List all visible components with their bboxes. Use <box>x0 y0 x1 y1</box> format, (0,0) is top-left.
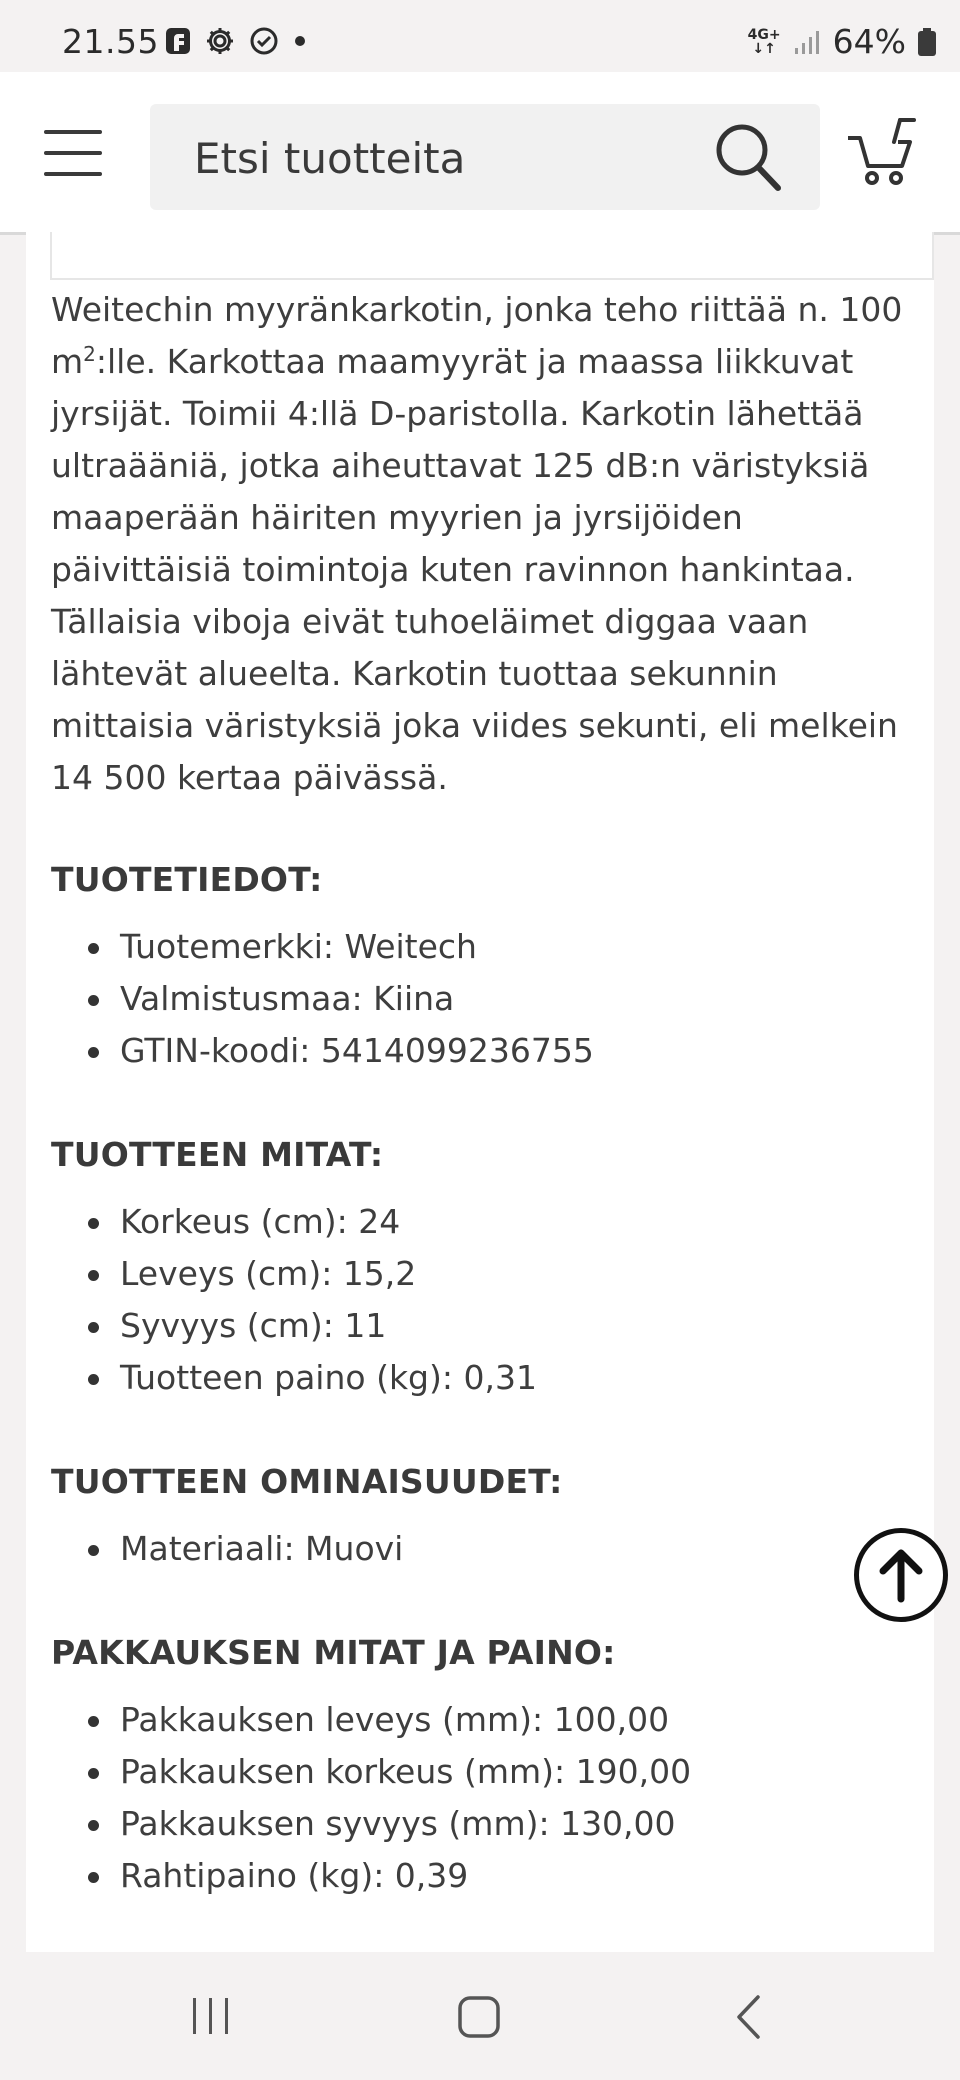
list-item: Valmistusmaa: Kiina <box>51 973 931 1025</box>
hamburger-menu-icon[interactable] <box>44 130 102 174</box>
dot-icon <box>293 34 307 48</box>
section-title-ominaisuudet: TUOTTEEN OMINAISUUDET: <box>51 1462 563 1501</box>
search-icon[interactable] <box>714 122 782 192</box>
spec-list-mitat <box>51 1196 931 1404</box>
section-title-mitat: TUOTTEEN MITAT: <box>51 1135 384 1174</box>
status-bar <box>0 0 960 72</box>
section-title-pakkaus: PAKKAUKSEN MITAT JA PAINO: <box>51 1633 616 1672</box>
search-bar[interactable] <box>150 104 820 210</box>
list-item: Materiaali: Muovi <box>51 1523 931 1575</box>
spec-list-ominaisuudet <box>51 1523 931 1575</box>
previous-section-border <box>50 232 934 280</box>
list-item: Pakkauksen korkeus (mm): 190,00 <box>51 1746 931 1798</box>
check-circle-icon <box>249 26 279 56</box>
list-item: Syvyys (cm): 11 <box>51 1300 931 1352</box>
list-item: Tuotemerkki: Weitech <box>51 921 931 973</box>
list-item: GTIN-koodi: 5414099236755 <box>51 1025 931 1077</box>
list-item: Tuotteen paino (kg): 0,31 <box>51 1352 931 1404</box>
site-header <box>0 72 960 235</box>
section-title-tuotetiedot: TUOTETIEDOT: <box>51 860 323 899</box>
battery-level: 64% <box>832 22 906 61</box>
product-description: Weitechin myyränkarkotin, jonka teho riittää n. 100 $m^2:lle$. Karkottaa maamyyrät ja maassa liikkuvat jyrsijät. Toimii 4:llä D-paristolla. Karkotin lähettää ultraääniä, jotka aiheuttavat 125 dB:n väristyksiä maaperään häiriten myyrien ja jyrsijöiden päivittäisiä toimintoja kuten ravinnon hankintaa. Tällaisia viboja eivät tuhoeläimet diggaa vaan lähtevät alueelta. Karkotin tuottaa sekunnin mittaisia väristyksiä joka viides sekunti, eli melkein 14 500 kertaa päivässä. <box>51 290 903 797</box>
list-item: Pakkauksen syvyys (mm): 130,00 <box>51 1798 931 1850</box>
status-right <box>748 22 936 61</box>
arrow-up-icon <box>859 1533 943 1617</box>
f-app-icon <box>165 27 191 55</box>
spec-list-pakkaus <box>51 1694 931 1902</box>
status-notification-icons <box>165 26 307 56</box>
battery-icon <box>918 28 936 56</box>
spec-list-tuotetiedot <box>51 921 931 1077</box>
product-content <box>51 284 931 1902</box>
system-navigation-bar <box>0 1952 960 2080</box>
home-icon[interactable] <box>458 1996 500 2038</box>
signal-icon <box>793 28 821 56</box>
search-input[interactable] <box>192 129 696 187</box>
list-item: Korkeus (cm): 24 <box>51 1196 931 1248</box>
list-item: Pakkauksen leveys (mm): 100,00 <box>51 1694 931 1746</box>
shopping-cart-icon[interactable] <box>846 116 918 188</box>
product-details-card <box>26 232 934 1952</box>
network-indicator: 4G+ ↓↑ <box>747 26 781 57</box>
list-item: Leveys (cm): 15,2 <box>51 1248 931 1300</box>
list-item: Rahtipaino (kg): 0,39 <box>51 1850 931 1902</box>
gear-icon <box>205 26 235 56</box>
status-time: 21.55 <box>62 22 159 61</box>
scroll-to-top-button[interactable] <box>854 1528 948 1622</box>
recent-apps-icon[interactable] <box>190 1996 232 2036</box>
back-icon[interactable] <box>734 1994 762 2040</box>
